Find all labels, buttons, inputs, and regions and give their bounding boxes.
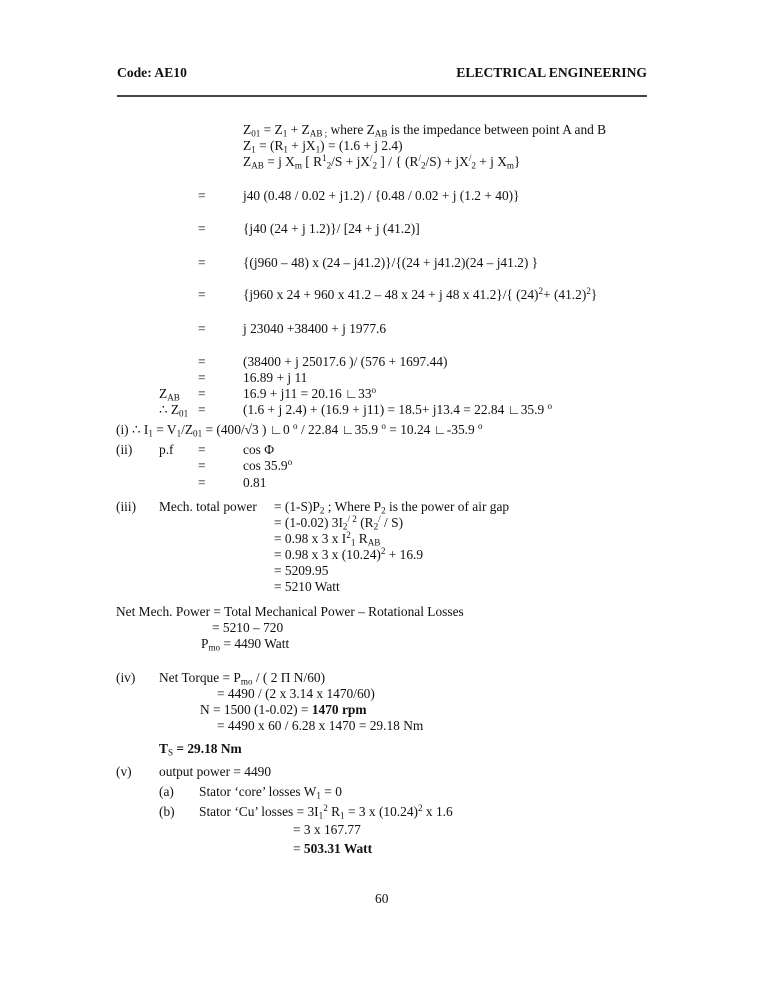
header-rule — [117, 95, 647, 97]
equation-line: = — [198, 221, 206, 236]
equation-line: = (1-0.02) $3I_2^{/ 2}$ $(R_2^/ / S)$ — [274, 514, 404, 532]
equation-line: = 5209.95 — [274, 563, 329, 578]
equation-line: j40 (0.48 / 0.02 + j1.2) / {0.48 / 0.02 + j (1.2 + 40)} — [243, 188, 520, 203]
equation-line: Net Mech. Power = Total Mechanical Power – Rotational Losses — [116, 604, 464, 619]
equation-line: $Z_{AB}$ — [159, 386, 180, 403]
equation-line: = 3 x 167.77 — [293, 822, 361, 837]
equation-line: $Z_{01} = Z_1 + Z_{AB ;}$ where $Z_{AB}$ is the impedance between point A and B — [243, 122, 607, 139]
equation-line: Mech. total power — [159, 499, 257, 514]
equation-line: j 23040 +38400 + j 1977.6 — [243, 321, 387, 336]
equation-line: cos 35.9$^o$ — [243, 457, 293, 473]
equation-line: = 0.98 x 3 x $I^2_1$ $R_{AB}$ — [274, 530, 381, 548]
equation-line: $Z_{AB} = j$ $X_m$ [ $R^1_2/S + jX^/_2$ ] / { $(R^/_2/S) + jX^/_2 + j$ $X_m$} — [243, 153, 521, 171]
equation-line: $P_{mo} = 4490$ Watt — [201, 636, 290, 653]
equation-line: (iii) — [116, 499, 137, 514]
subject-title: ELECTRICAL ENGINEERING — [456, 65, 647, 80]
equation-line: (b) — [159, 804, 175, 819]
equation-line: Stator ‘core’ losses $W_1 = 0$ — [199, 784, 342, 801]
equation-line: {j960 x 24 + 960 x 41.2 – 48 x 24 + j 48 x 41.2}/{ $(24)^2+ (41.2)^2$} — [243, 286, 598, 302]
equation-line: ∴ $Z_{01}$ — [159, 402, 189, 419]
equation-line: = — [198, 354, 206, 369]
equation-line: cos Φ — [243, 442, 274, 457]
equation-line: (iv) — [116, 670, 136, 685]
equation-line: = — [198, 287, 206, 302]
equation-line: 0.81 — [243, 475, 267, 490]
equation-line: = — [198, 442, 206, 457]
equation-line: = — [198, 188, 206, 203]
equation-line: $T_S = 29.18$ Nm — [159, 741, 242, 758]
equation-line: = — [198, 370, 206, 385]
equation-line: = $(1-S)P_2$ ; Where $P_2$ is the power of air gap — [274, 499, 510, 516]
equation-line: = 4490 / (2 x 3.14 x 1470/60) — [217, 686, 375, 701]
equation-line: = — [198, 402, 206, 417]
equation-line: = — [198, 475, 206, 490]
equation-line: = — [198, 321, 206, 336]
equation-line: 16.89 + j 11 — [243, 370, 308, 385]
equation-line: (ii) — [116, 442, 133, 457]
equation-line: {j40 (24 + j 1.2)}/ [24 + j (41.2)] — [243, 221, 420, 236]
equation-line: N = 1500 (1-0.02) = 1470 rpm — [200, 702, 367, 717]
equation-line: (1.6 + j 2.4) + (16.9 + j11) = 18.5+ j13.4 = 22.84 ∟35.9 $^o$ — [243, 401, 553, 417]
equation-line: p.f — [159, 442, 174, 457]
equation-line: $Z_1 = (R_1 + jX_1) = (1.6 + j$ 2.4) — [243, 138, 403, 155]
equation-line: (v) — [116, 764, 132, 779]
page-number: 60 — [375, 891, 389, 906]
course-code: Code: AE10 — [117, 65, 187, 80]
equation-line: 16.9 + j11 = 20.16 ∟33$^o$ — [243, 385, 377, 401]
equation-line: = — [198, 255, 206, 270]
equation-line: = 503.31 Watt — [293, 841, 373, 856]
equation-line: = 0.98 x 3 x $(10.24)^2 + 16.9$ — [274, 546, 424, 562]
equation-line: Net Torque = $P_{mo}$ / ( 2 Π N/60) — [159, 670, 326, 687]
equation-line: = 4490 x 60 / 6.28 x 1470 = 29.18 Nm — [217, 718, 424, 733]
equation-line: = — [198, 386, 206, 401]
equation-line: (a) — [159, 784, 174, 799]
equation-line: = 5210 Watt — [274, 579, 340, 594]
equation-line: (38400 + j 25017.6 )/ (576 + 1697.44) — [243, 354, 448, 369]
equation-line: = — [198, 458, 206, 473]
equation-line: Stator ‘Cu’ losses = $3I_1^2$ $R_1 = 3$ x $(10.24)^2$ x 1.6 — [199, 803, 453, 821]
equation-line: output power = 4490 — [159, 764, 272, 779]
equation-line: (i) ∴ $I_1 = V_1/Z_{01} = (400/√3$ ) ∟0 $^o$ / 22.84 ∟35.9 $^o$ = 10.24 ∟-35.9 $^o$ — [116, 421, 483, 439]
equation-line: {(j960 – 48) x (24 – j41.2)}/{(24 + j41.2)(24 – j41.2) } — [243, 255, 539, 270]
equation-line: = 5210 – 720 — [212, 620, 284, 635]
